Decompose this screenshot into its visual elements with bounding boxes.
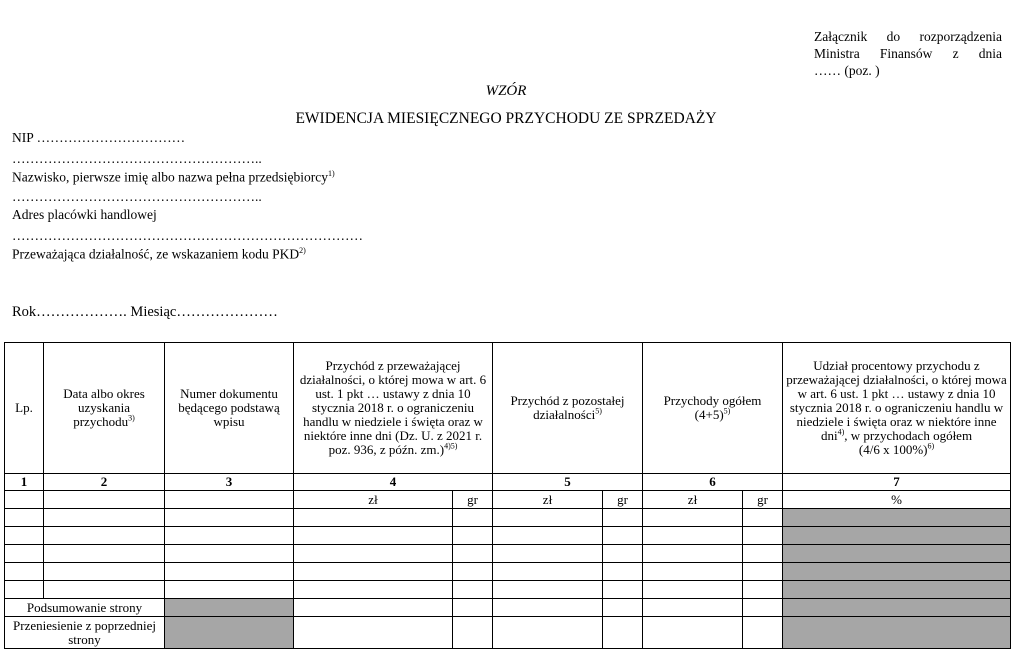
carried-cell[interactable] — [603, 617, 643, 649]
address-label: Adres placówki handlowej — [12, 207, 157, 222]
col-number: 5 — [493, 474, 643, 491]
header-date — [44, 343, 165, 474]
summary-cell[interactable] — [453, 599, 493, 617]
income-ledger-table — [4, 342, 1011, 649]
summary-cell[interactable] — [294, 599, 453, 617]
period-field[interactable]: Rok………………. Miesiąc………………… — [12, 304, 278, 320]
unit-gr: gr — [743, 491, 783, 509]
pkd-field[interactable]: …………………………………………………………………… — [12, 228, 363, 243]
summary-cell[interactable] — [643, 599, 743, 617]
table-row[interactable] — [5, 527, 1011, 545]
header-main-income-sup: 4)5) — [444, 441, 458, 451]
unit-pct: % — [783, 491, 1011, 509]
summary-row — [5, 599, 1011, 617]
annex-line-1: Załącznik do rozporządzenia — [814, 29, 1002, 44]
summary-label: Podsumowanie strony — [5, 599, 165, 617]
name-label-text: Nazwisko, pierwsze imię albo nazwa pełna przedsiębiorcy — [12, 169, 328, 185]
table-row[interactable] — [5, 581, 1011, 599]
unit-cell — [5, 491, 44, 509]
col-number: 6 — [643, 474, 783, 491]
header-share — [783, 343, 1011, 474]
header-main-income-text: Przychód z przeważającej działalności, o której mowa w art. 6 ust. 1 pkt … ustawy z dnia 10 stycznia 2018 r. o ograniczeniu handlu w niedziele i święta oraz w niektóre inne dni (Dz. U. z 2021 r. poz. 936, z późn. zm.) — [299, 358, 487, 457]
unit-cell — [165, 491, 294, 509]
carried-over-label: Przeniesienie z poprzedniej strony — [5, 617, 165, 649]
header-main-income — [294, 343, 493, 474]
name-field[interactable]: ……………………………………………….. — [12, 151, 262, 166]
header-date-text: Data albo okres uzyskania przychodu — [63, 386, 145, 429]
header-row — [5, 343, 1011, 474]
template-label: WZÓR — [485, 83, 527, 99]
gray-cell — [783, 617, 1011, 649]
unit-row — [5, 491, 1011, 509]
col-number: 7 — [783, 474, 1011, 491]
header-date-sup: 3) — [128, 413, 135, 423]
unit-cell — [44, 491, 165, 509]
col-number: 3 — [165, 474, 294, 491]
unit-gr: gr — [453, 491, 493, 509]
carried-cell[interactable] — [453, 617, 493, 649]
table-row[interactable] — [5, 545, 1011, 563]
col-number: 2 — [44, 474, 165, 491]
pkd-label — [12, 246, 306, 263]
unit-zl: zł — [294, 491, 453, 509]
col-number: 4 — [294, 474, 493, 491]
annex-line-3: …… (poz. ) — [814, 63, 880, 78]
document-title: EWIDENCJA MIESIĘCZNEGO PRZYCHODU ZE SPRZEDAŻY — [295, 110, 717, 127]
header-other-income-text: Przychód z pozostałej działalności — [510, 393, 625, 422]
unit-gr: gr — [603, 491, 643, 509]
col-number: 1 — [5, 474, 44, 491]
carried-over-row — [5, 617, 1011, 649]
header-total-income-sup: 5) — [723, 406, 731, 416]
table-row[interactable] — [5, 563, 1011, 581]
nip-field[interactable]: NIP …………………………… — [12, 130, 186, 145]
gray-cell — [165, 617, 294, 649]
table-row[interactable] — [5, 509, 1011, 527]
pkd-footnote: 2) — [299, 246, 306, 255]
header-share-text: Udział procentowy przychodu z przeważającej działalności, o której mowa w art. 6 ust. 1 pkt … ustawy z dnia 10 stycznia 2018 r. o ograniczeniu handlu w niedziele i święta oraz w niektóre inne dni — [786, 358, 1007, 443]
name-label — [12, 169, 335, 186]
carried-cell[interactable] — [493, 617, 603, 649]
unit-zl: zł — [493, 491, 603, 509]
header-other-income-sup: 5) — [595, 406, 602, 416]
carried-cell[interactable] — [643, 617, 743, 649]
gray-cell — [165, 599, 294, 617]
header-other-income — [493, 343, 643, 474]
summary-cell[interactable] — [603, 599, 643, 617]
annex-line-2: Ministra Finansów z dnia — [814, 46, 1002, 61]
column-number-row — [5, 474, 1011, 491]
header-share-text-b: , w przychodach ogółem — [844, 428, 973, 443]
annex-note — [814, 28, 1002, 79]
address-field[interactable]: ……………………………………………….. — [12, 189, 262, 204]
summary-cell[interactable] — [493, 599, 603, 617]
header-share-formula: (4/6 x 100%) — [858, 442, 928, 457]
name-footnote: 1) — [328, 169, 335, 178]
carried-cell[interactable] — [743, 617, 783, 649]
pkd-label-text: Przeważająca działalność, ze wskazaniem kodu PKD — [12, 246, 300, 262]
summary-cell[interactable] — [743, 599, 783, 617]
gray-cell — [783, 599, 1011, 617]
header-share-sup1: 4) — [837, 427, 845, 437]
header-doc: Numer dokumentu będącego podstawą wpisu — [165, 343, 294, 474]
header-total-income-text: Przychody ogółem (4+5) — [663, 393, 762, 422]
header-total-income — [643, 343, 783, 474]
carried-cell[interactable] — [294, 617, 453, 649]
header-lp: Lp. — [5, 343, 44, 474]
unit-zl: zł — [643, 491, 743, 509]
header-share-sup2: 6) — [927, 441, 935, 451]
